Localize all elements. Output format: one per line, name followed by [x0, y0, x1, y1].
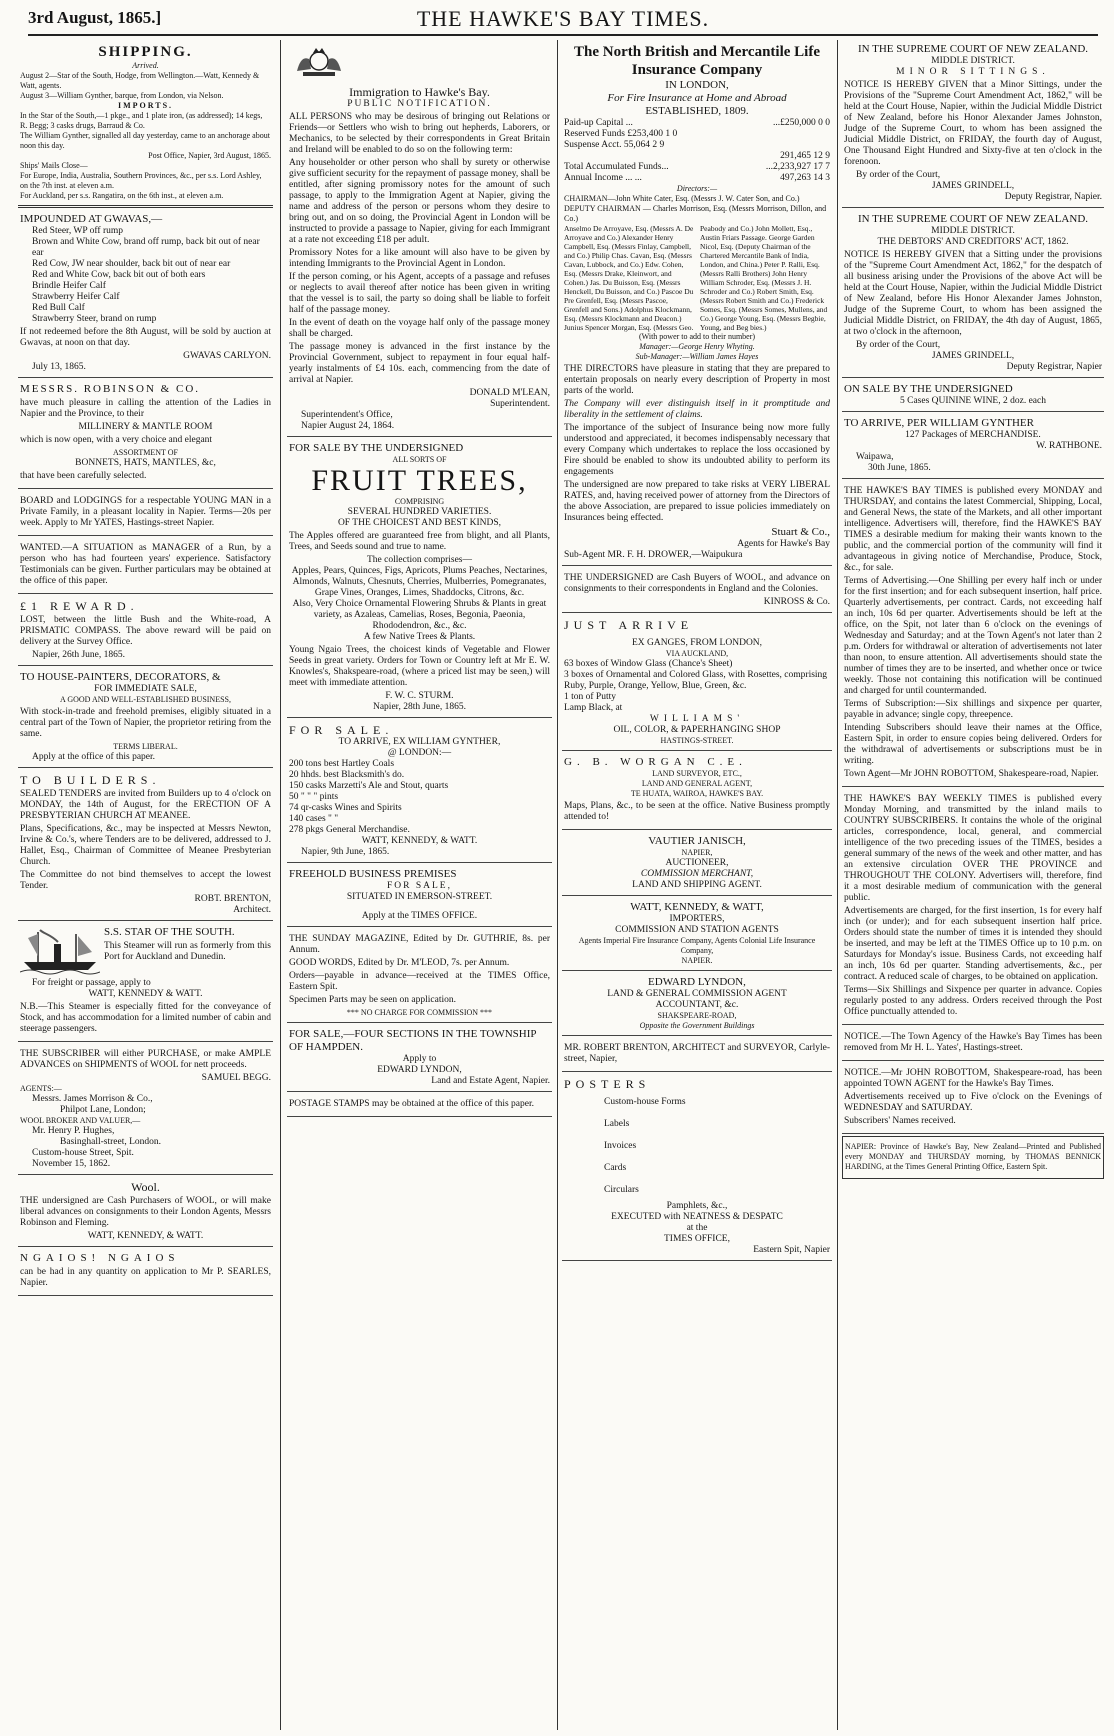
- finance-row: [564, 140, 830, 151]
- arrived-item: 63 boxes of Window Glass (Chance's Sheet): [564, 659, 733, 669]
- robinson-ad: [18, 380, 273, 489]
- posters-executed: EXECUTED with NEATNESS & DESPATC: [611, 1212, 783, 1222]
- williams-name: WILLIAMS': [649, 714, 745, 724]
- notice-ad-2: [842, 1063, 1104, 1134]
- imports-heading: IMPORTS.: [117, 101, 174, 110]
- manager-line: Manager:—George Henry Whyting.: [639, 342, 755, 351]
- notice-text: Advertisements received up to Five o'clock on the Evenings of WEDNESDAY and SATURDAY.: [844, 1092, 1102, 1113]
- printer-imprint: [842, 1136, 1104, 1179]
- robinson-millinery: MILLINERY & MANTLE ROOM: [78, 422, 213, 432]
- posters-item: Custom-house Forms: [604, 1097, 686, 1107]
- immigration-text: In the event of death on the voyage half only of the passage money shall be charged.: [289, 318, 550, 339]
- for-sale-ad: [287, 720, 552, 863]
- gynther-text: 127 Packages of MERCHANDISE.: [905, 430, 1041, 440]
- vautier-land: LAND AND SHIPPING AGENT.: [632, 880, 762, 890]
- painters-sub2: A GOOD AND WELL-ESTABLISHED BUSINESS,: [60, 695, 231, 704]
- times-text: THE HAWKE'S BAY TIMES is published every MONDAY and THURSDAY, and contains the latest Commercial, Shipping, Local, and General News, the state of the Markets, and all other important intelligence. Advertisers will, therefore, find the HAWKE'S BAY TIMES a desirable medium for making their wants known to the public, and the commercial portion of the community will find it advantageous in giving notice of Merchandise, Produce, Stock, &c., for sale.: [844, 486, 1102, 573]
- column-rule: [837, 40, 838, 1730]
- good-words-text: GOOD WORDS, Edited by Dr. M'LEOD, 7s. per Annum.: [289, 958, 510, 968]
- for-sale-heading: FOR SALE.: [289, 723, 394, 737]
- arrived-item: Lamp Black, at: [564, 703, 623, 713]
- agent-line: November 15, 1862.: [32, 1159, 111, 1169]
- column-4: [842, 40, 1104, 1730]
- watt-importers: IMPORTERS,: [669, 914, 725, 924]
- times-text: Terms of Subscription:—Six shillings and sixpence per quarter, payable in advance; single copy, threepence.: [844, 699, 1102, 720]
- fruit-trees-ad: [287, 439, 552, 718]
- immigration-ad: [287, 40, 552, 437]
- fruit-trees-text: The collection comprises—: [367, 555, 472, 565]
- agent-line: Messrs. James Morrison & Co.,: [32, 1094, 153, 1104]
- worgan-heading: G. B. WORGAN C.E.: [564, 756, 747, 768]
- court-signature-title: Deputy Registrar, Napier.: [1004, 192, 1102, 202]
- agent-line: Custom-house Street, Spit.: [32, 1148, 134, 1158]
- insurance-text: The importance of the subject of Insurance being now more fully understood and appreciated, it becomes indispensably necessary that every Company which undertakes to replace the loss occasioned by Fire should be enabled to show its undoubted ability to perform its engagements: [564, 423, 830, 477]
- finance-label: Reserved Funds £253,400 1 0: [564, 129, 678, 139]
- insurance-text: The undersigned are now prepared to take risks at VERY LIBERAL RATES, and, having received power of attorney from the Directors of the above Association, are prepared to issue policies immediately on Insurances being effected.: [564, 480, 830, 523]
- insurance-for: For Fire Insurance at Home and Abroad: [607, 92, 787, 104]
- cash-buyers-ad: [562, 568, 832, 613]
- posters-office: TIMES OFFICE,: [664, 1234, 730, 1244]
- for-sale-item: 200 tons best Hartley Coals: [289, 759, 395, 769]
- court-text: NOTICE IS HEREBY GIVEN that a Sitting under the provisions of the "Supreme Court Amendment Act, 1862," for the despatch of all business arising under the Provisions of the above Act will be held at the Court House, Napier, within the Judicial Middle District of New Zealand, before His Honor Alexander James Johnston, Judge of the Supreme Court, to whom has been assigned the Judicial Middle District, on FRIDAY, the 4th day of August, 1865, at two o'clock in the afternoon,: [844, 250, 1102, 337]
- board-text: BOARD and LODGINGS for a respectable YOUNG MAN in a Private Family, in a pleasant locality in Napier. Terms—20s per week. Apply to Mr YATES, Hastings-street Napier.: [20, 496, 271, 528]
- impounded-item: Brindle Heifer Calf: [32, 281, 106, 291]
- notice-text: NOTICE.—The Town Agency of the Hawke's Bay Times has been removed from Mr H. L. Yates', Hastings-street.: [844, 1032, 1102, 1053]
- fruit-trees-date: Napier, 28th June, 1865.: [372, 702, 467, 712]
- issue-date: 3rd August, 1865.]: [28, 8, 162, 27]
- arrived-heading: Arrived.: [132, 61, 159, 70]
- posters-item: Pamphlets, &c.,: [666, 1201, 728, 1211]
- lyndon-ad: [562, 973, 832, 1036]
- posters-item: Labels: [604, 1119, 630, 1129]
- posters-item: Cards: [604, 1163, 627, 1173]
- steamer-freight: For freight or passage, apply to: [32, 978, 151, 988]
- impounded-date: July 13, 1865.: [32, 362, 86, 372]
- immigration-text: Promissory Notes for a like amount will also have to be given by intending Immigrants to the Provincial Agent in London.: [289, 248, 550, 269]
- posters-item: Circulars: [604, 1185, 639, 1195]
- finance-label: Suspense Acct. 55,064 2 9: [564, 140, 665, 150]
- weekly-text: THE HAWKE'S BAY WEEKLY TIMES is published every Monday Morning, and transmitted by the inland mails to COUNTRY SUBSCRIBERS. It contains the whole of the original articles, correspondence, local, general, and commercial intelligence of the two preceding issues of the TIMES, besides a general summary of the news of the week and other matter, and has an extensive circulation OVER THE PROVINCE and THROUGHOUT THE COLONY. Advertisers will, therefore, find it a most desirable medium of communication with the general public.: [844, 794, 1102, 903]
- no-commission-line: *** NO CHARGE FOR COMMISSION ***: [346, 1008, 493, 1017]
- robinson-text: have much pleasure in calling the attention of the Ladies in Napier and the Province, to their: [20, 398, 271, 419]
- mails-heading: Ships' Mails Close—: [20, 161, 88, 170]
- painters-apply: Apply at the office of this paper.: [32, 752, 156, 762]
- builders-text: Plans, Specifications, &c., may be inspected at Messrs Newton, Irvine & Co.'s, where Tenders are to be delivered, addressed to J. Hallet, Esq., Chairman of Committee of Meanee Presbyterian Church.: [20, 824, 271, 867]
- agents-heading: AGENTS:—: [20, 1084, 62, 1093]
- robinson-text: that have been carefully selected.: [20, 471, 147, 481]
- wool-heading: Wool.: [131, 1180, 160, 1194]
- postage-text: POSTAGE STAMPS may be obtained at the office of this paper.: [289, 1099, 535, 1109]
- court-heading: IN THE SUPREME COURT OF NEW ZEALAND.: [857, 43, 1089, 55]
- gynther-date: 30th June, 1865.: [868, 463, 931, 473]
- court-district: MIDDLE DISTRICT.: [931, 56, 1015, 66]
- watt-commission: COMMISSION AND STATION AGENTS: [615, 925, 779, 935]
- notice-text: NOTICE.—Mr JOHN ROBOTTOM, Shakespeare-road, has been appointed TOWN AGENT for the Hawke's Bay Times.: [844, 1068, 1102, 1089]
- for-sale-signature: WATT, KENNEDY, & WATT.: [361, 836, 478, 846]
- for-sale-date: Napier, 9th June, 1865.: [301, 847, 390, 857]
- hampden-ad: [287, 1025, 552, 1092]
- posters-location: Eastern Spit, Napier: [753, 1245, 830, 1255]
- freehold-heading: FREEHOLD BUSINESS PREMISES: [289, 868, 457, 880]
- steamer-ad: [18, 923, 273, 1042]
- sub-manager-line: Sub-Manager:—William James Hayes: [635, 352, 759, 361]
- shipping-heading: SHIPPING.: [98, 44, 193, 60]
- weekly-times-ad: [842, 789, 1104, 1025]
- builders-ad: [18, 770, 273, 921]
- quinine-text: 5 Cases QUININE WINE, 2 doz. each: [900, 396, 1046, 406]
- for-sale-item: 50 " " " pints: [289, 792, 339, 802]
- postage-ad: [287, 1094, 552, 1117]
- court-sittings: MINOR SITTINGS.: [896, 67, 1050, 77]
- fruit-trees-varieties: SEVERAL HUNDRED VARIETIES.: [347, 507, 492, 517]
- builders-text: SEALED TENDERS are invited from Builders up to 4 o'clock on MONDAY, the 14th of August, for the ERECTION OF A PRESBYTERIAN CHURCH AT MEANEE.: [20, 789, 271, 821]
- gynther-ad: [842, 414, 1104, 479]
- immigration-text: If the person coming, or his Agent, accepts of a passage and refuses or neglects to avail thereof after notice has been given in writing that the vessel is to sail, the party so doing shall be liable to forfeit half of the passage money.: [289, 272, 550, 315]
- insurance-sub-agent: Sub-Agent MR. F. H. DROWER,—Waipukura: [564, 550, 743, 560]
- reward-heading: £1 REWARD.: [20, 599, 139, 613]
- arrived-item: 1 ton of Putty: [564, 692, 616, 702]
- subscriber-ad: [18, 1044, 273, 1175]
- court-district: MIDDLE DISTRICT.: [931, 226, 1015, 236]
- immigration-text: The passage money is advanced in the first instance by the Provincial Government, subject to repayment in four equal half-yearly instalments of £4 10s. each, commencing from the date of arrival at Napier.: [289, 342, 550, 385]
- directors-power: (With power to add to their number): [638, 332, 756, 341]
- worgan-text: Maps, Plans, &c., to be seen at the office. Native Business promptly attended to!: [564, 801, 830, 822]
- column-rule: [280, 40, 281, 1730]
- reward-text: LOST, between the little Bush and the White-road, A PRISMATIC COMPASS. The above reward will be paid on delivery at the Survey Office.: [20, 615, 271, 647]
- wool-text: THE undersigned are Cash Purchasers of WOOL, or will make liberal advances on consignments to their London Agents, Messrs Robinson and Fleming.: [20, 1196, 271, 1228]
- gynther-signature: W. RATHBONE.: [1036, 441, 1102, 451]
- notice-ad-1: [842, 1027, 1104, 1061]
- impounded-ad: [18, 210, 273, 378]
- worgan-line: LAND AND GENERAL AGENT,: [641, 779, 753, 788]
- just-arrived-via: VIA AUCKLAND,: [665, 649, 729, 658]
- reward-ad: [18, 596, 273, 666]
- freehold-sub: FOR SALE,: [387, 881, 452, 891]
- court-signature-title: Deputy Registrar, Napier: [1006, 362, 1102, 372]
- finance-row: [564, 151, 830, 162]
- column-3: [562, 40, 832, 1730]
- times-text: Terms of Advertising.—One Shilling per every half inch or under for the first insertion; and for each subsequent insertion, half price. Quarterly advertisements, per contract. Cards, not exceeding half an inch, 10s 6d per quarter. Advertisements should be left at the office, on the Spit, not later than 6 o'clock on the evenings of Wednesday and Saturday; and at the Town Agent's not later than 2 p.m. Orders for withdrawal or alteration of advertisements not later than noon, to ensure attention. All advertisements should state the number of times they are to be inserted, and whether once or twice weekly. Those not containing this notification will be continued and charged for until countermanded.: [844, 576, 1102, 696]
- ngaios-ad: [18, 1249, 273, 1296]
- fruit-trees-signature: F. W. C. STURM.: [385, 691, 454, 701]
- column-rule: [557, 40, 558, 1730]
- lyndon-accountant: ACCOUNTANT, &c.: [655, 1000, 739, 1010]
- wool-signature: WATT, KENNEDY, & WATT.: [87, 1231, 204, 1241]
- column-1: [18, 40, 273, 1730]
- times-text: Intending Subscribers should leave their names at the Office, Eastern Spit, in order to ensure copies being delivered. Orders for the withdrawal of advertisements or subscriptions must be in writing.: [844, 723, 1102, 766]
- posters-item: Invoices: [604, 1141, 637, 1151]
- insurance-signature-title: Agents for Hawke's Bay: [737, 539, 830, 549]
- builders-signature-title: Architect.: [233, 905, 271, 915]
- imprint-text: NAPIER: Province of Hawke's Bay, New Zealand—Printed and Published every MONDAY and THURSDAY morning, by THOMAS BENNICK HARDING, at the Times General Printing Office, Eastern Spit.: [845, 1142, 1101, 1171]
- court-heading: IN THE SUPREME COURT OF NEW ZEALAND.: [857, 213, 1089, 225]
- gynther-place: Waipawa,: [856, 452, 894, 462]
- painters-terms: TERMS LIBERAL.: [113, 742, 178, 751]
- court-order: By order of the Court,: [856, 340, 941, 350]
- immigration-sub: PUBLIC NOTIFICATION.: [347, 99, 492, 109]
- vautier-commission: COMMISSION MERCHANT,: [640, 869, 754, 879]
- finance-row: [564, 162, 830, 173]
- fruit-trees-sub: ALL SORTS OF: [392, 455, 447, 464]
- just-arrived-sub: EX GANGES, FROM LONDON,: [631, 638, 763, 648]
- immigration-text: ALL PERSONS who may be desirous of bringing out Relations or Friends—or Settlers who wish to bring out hepherds, Laborers, or Mechanics, to be selected by their correspondents in Great Britain and Ireland will be enabled to do so on the following term:: [289, 112, 550, 155]
- import-entry: The William Gynther, signalled all day yesterday, came to an anchorage about noon this day.: [20, 131, 270, 150]
- lyndon-sub: LAND & GENERAL COMMISSION AGENT: [607, 989, 787, 999]
- cash-buyers-text: THE UNDERSIGNED are Cash Buyers of WOOL, and advance on consignments to their correspondents in England and the Colonies.: [564, 573, 830, 594]
- weekly-text: Advertisements are charged, for the first insertion, 1s for every half inch (or under); and for each subsequent insertion half price. Orders should state the number of times it is intended they should be inserted, and may be left at the TIMES Office up to 10 p.m. on Saturdays for Monday's issue. Business Cards, not exceeding half an inch, 10s 6d per quarter. Standing advertisements, &c., per contract. A reduced scale of charges, to be obtained on application.: [844, 906, 1102, 982]
- immigration-text: Any householder or other person who shall by surety or otherwise give sufficient security for the repayment of passage money, shall be entitled, after signing promissory notes for the amount of such passage, to apply to the Immigration Agent at Napier, giving the name and address of the person or persons whom they desire to bring out, and on so doing, the Provincial Agent in London will be instructed to provide a passage to Napier, giving for each Immigrant at a rate not exceeding £18 per adult.: [289, 158, 550, 245]
- for-sale-item: 150 casks Marzetti's Ale and Stout, quarts: [289, 781, 449, 791]
- court-signature: JAMES GRINDELL,: [931, 351, 1015, 361]
- impounded-item: Strawberry Heifer Calf: [32, 292, 120, 302]
- mail-entry: For Europe, India, Australia, Southern Provinces, &c., per s.s. Lord Ashley, on the 7th inst. at eleven a.m.: [20, 171, 262, 190]
- agent-line: WOOL BROKER AND VALUER,—: [20, 1116, 141, 1125]
- chairman-line: CHAIRMAN—John White Cater, Esq. (Messrs J. W. Cater Son, and Co.): [564, 194, 800, 203]
- finance-row: [564, 129, 830, 140]
- times-terms-ad: [842, 481, 1104, 787]
- immigration-signature-title: Superintendent.: [490, 399, 550, 409]
- fruit-trees-list: A few Native Trees & Plants.: [363, 632, 476, 642]
- deputy-chairman-line: DEPUTY CHAIRMAN — Charles Morrison, Esq. (Messrs Morrison, Dillon, and Co.): [564, 204, 827, 223]
- brenton-text: MR. ROBERT BRENTON, ARCHITECT and SURVEYOR, Carlyle-street, Napier,: [564, 1043, 830, 1064]
- subscriber-signature: SAMUEL BEGG.: [201, 1073, 271, 1083]
- vautier-ad: [562, 832, 832, 896]
- sunday-magazine-text: THE SUNDAY MAGAZINE, Edited by Dr. GUTHRIE, 8s. per Annum.: [289, 934, 550, 955]
- impounded-signature: GWAVAS CARLYON.: [183, 351, 271, 361]
- robinson-bonnets: BONNETS, HATS, MANTLES, &c,: [75, 458, 216, 468]
- for-sale-item: 20 hhds. best Blacksmith's do.: [289, 770, 405, 780]
- freehold-apply: Apply at the TIMES OFFICE.: [361, 911, 478, 921]
- finance-label: Paid-up Capital ...: [564, 118, 633, 128]
- agent-line: Philpot Lane, London;: [60, 1105, 146, 1115]
- freehold-location: SITUATED IN EMERSON-STREET.: [346, 892, 493, 902]
- freehold-ad: [287, 865, 552, 927]
- hampden-apply: Apply to: [402, 1054, 437, 1064]
- masthead: [28, 4, 1098, 36]
- impounded-item: Brown and White Cow, brand off rump, back bit out of near ear: [32, 237, 260, 258]
- hampden-signature-title: Land and Estate Agent, Napier.: [431, 1076, 550, 1086]
- builders-text: The Committee do not bind themselves to accept the lowest Tender.: [20, 870, 271, 891]
- for-sale-item: 74 qr-casks Wines and Spirits: [289, 803, 402, 813]
- robinson-assortment: ASSORTMENT OF: [113, 448, 178, 457]
- immigration-signature: DONALD M'LEAN,: [469, 388, 550, 398]
- court-notice-1: [842, 40, 1104, 208]
- ngaios-heading: NGAIOS! NGAIOS: [20, 1252, 180, 1264]
- royal-arms-icon: [289, 45, 349, 79]
- directors-list: Anselmo De Arroyave, Esq. (Messrs A. De Arroyave and Co.) Alexander Henry Campbell, Esq. (Messrs Finlay, Campbell, and Co.) Philip Chas. Cavan, Esq. (Messrs Cavan, Lubbock, and Co.) Edw. Cohen, Esq. (Messrs Drake, Kleinwort, and Cohen.) Jas. Du Buisson, Esq. (Messrs Henckell, Du Buisson, and Co.) Pascoe Du Pre Grenfell, Esq. (Messrs Pascoe, Grenfell and Sons.) Adolphus Klockmann, Esq. (Messrs Klockmann and Deacon.) Junius Spencer Morgan, Esq. (Messrs Geo. Peabody and Co.) John Mollett, Esq., Austin Friars Passage. George Garden Nicol, Esq. (Deputy Chairman of the Chartered Mercantile Bank of India, London, and China.) Peter P. Ralli, Esq. (Messrs Ralli Brothers) John Henry William Schroder, Esq. (Messrs J. H. Schroder and Co.) Robert Smith, Esq. (Messrs Robert Smith and Co.) Frederick Somes, Esq. (Messrs Somes, Mullens, and Co.) George Young, Esq. (Messrs Begbie, Young, and Beg bies.): [564, 224, 828, 332]
- wool-ad: [18, 1177, 273, 1247]
- impounded-heading: IMPOUNDED AT GWAVAS,—: [20, 213, 163, 225]
- vautier-town: NAPIER,: [681, 848, 713, 857]
- lyndon-heading: EDWARD LYNDON,: [648, 976, 746, 988]
- agent-line: Mr. Henry P. Hughes,: [32, 1126, 115, 1136]
- mail-entry: For Auckland, per s.s. Rangatira, on the 6th inst., at eleven a.m.: [20, 191, 224, 200]
- quinine-ad: [842, 380, 1104, 412]
- posters-ad: [562, 1074, 832, 1261]
- finance-row: [564, 118, 830, 129]
- arrival-entry: August 2—Star of the South, Hodge, from Wellington.—Watt, Kennedy & Watt, agents.: [20, 71, 260, 90]
- immigration-date: Napier August 24, 1864.: [301, 421, 395, 431]
- finance-value: ...2,233,927 17 7: [765, 162, 830, 172]
- court-order: By order of the Court,: [856, 170, 941, 180]
- vautier-auctioneer: AUCTIONEER,: [665, 858, 729, 868]
- impounded-item: Strawberry Steer, brand on rump: [32, 314, 157, 324]
- finance-row: [564, 173, 830, 184]
- finance-value: ...£250,000 0 0: [773, 118, 830, 128]
- insurance-ad: [562, 40, 832, 566]
- weekly-text: Terms—Six Shillings and Sixpence per quarter in advance. Copies regularly posted to any address. Orders received through the Post Office punctually attended to.: [844, 985, 1102, 1017]
- impounded-item: Red and White Cow, back bit out of both ears: [32, 270, 206, 280]
- builders-heading: TO BUILDERS.: [20, 773, 161, 787]
- ngaios-text: can be had in any quantity on application to Mr P. SEARLES, Napier.: [20, 1267, 271, 1288]
- post-office-line: Post Office, Napier, 3rd August, 1865.: [148, 151, 271, 160]
- builders-signature: ROBT. BRENTON,: [194, 894, 271, 904]
- painters-sub: FOR IMMEDIATE SALE,: [94, 684, 197, 694]
- court-act: THE DEBTORS' AND CREDITORS' ACT, 1862.: [877, 237, 1069, 247]
- immigration-office: Superintendent's Office,: [301, 410, 393, 420]
- court-text: NOTICE IS HEREBY GIVEN that a Minor Sittings, under the Provisions of the "Supreme Court Amendment Act, 1862," will be held at the Court House, Napier, within the Judicial Middle District of New Zealand, before his Honor Alexander James Johnston, Judge of the Supreme Court, to whom has been assigned the Judicial Middle District, on FRIDAY, the fourth day of August, One Thousand Eight Hundred and Sixty-five at ten o'clock in the forenoon.: [844, 80, 1102, 167]
- newspaper-title: THE HAWKE'S BAY TIMES.: [416, 6, 710, 31]
- wanted-text: WANTED.—A SITUATION as MANAGER of a Run, by a person who has had fourteen years' experience. Satisfactory Testimonials can be given. Further particulars may be obtained at the office of this paper.: [20, 543, 271, 586]
- insurance-heading: The North British and Mercantile Life Insurance Company: [574, 44, 820, 78]
- directors-heading: Directors:—: [676, 184, 718, 193]
- cash-buyers-signature: KINROSS & Co.: [763, 597, 830, 607]
- insurance-text: THE DIRECTORS have pleasure in stating that they are prepared to entertain proposals on nearly every description of Property in most parts of the world.: [564, 364, 830, 396]
- watt-ad: [562, 898, 832, 971]
- impounded-item: Red Steer, WP off rump: [32, 226, 124, 236]
- williams-street: HASTINGS-STREET.: [660, 736, 734, 745]
- finance-value: 497,263 14 3: [780, 173, 830, 183]
- for-sale-item: 140 cases " ": [289, 814, 339, 824]
- for-sale-sub: TO ARRIVE, EX WILLIAM GYNTHER,: [338, 737, 501, 747]
- times-text: Town Agent—Mr JOHN ROBOTTOM, Shakespeare-road, Napier.: [844, 769, 1099, 779]
- insurance-text: The Company will ever distinguish itself in it promptitude and liberality in the settlement of claims.: [564, 399, 830, 420]
- fruit-trees-comprising: COMPRISING: [394, 497, 445, 506]
- insurance-established: ESTABLISHED, 1809.: [645, 105, 749, 117]
- gynther-heading: TO ARRIVE, PER WILLIAM GYNTHER: [844, 417, 1034, 429]
- import-entry: In the Star of the South,—1 pkge., and 1 plate iron, (as addressed); 14 kegs, R. Begg; 3 casks drugs, Barraud & Co.: [20, 111, 263, 130]
- watt-agents: Agents Imperial Fire Insurance Company, Agents Colonial Life Insurance Company,: [578, 936, 816, 955]
- arrived-item: 3 boxes of Ornamental and Colored Glass, with Rosettes, comprising Ruby, Purple, Orange, Yellow, Blue, Green, &c.: [564, 670, 828, 691]
- for-sale-london: @ LONDON:—: [387, 748, 452, 758]
- fruit-trees-heading: FOR SALE BY THE UNDERSIGNED: [289, 442, 464, 454]
- fruit-trees-text: Young Ngaio Trees, the choicest kinds of Vegetable and Flower Seeds in great variety. Orders for Town or Country left at Mr E. W. Knowles's, Shakspeare-road, (where a priced list may be seen,) will meet with immediate attention.: [289, 645, 550, 688]
- fruit-trees-text: The Apples offered are guaranteed free from blight, and all Plants, Trees, and Seeds sound and true to name.: [289, 531, 550, 552]
- worgan-line: LAND SURVEYOR, ETC.,: [652, 769, 742, 778]
- court-signature: JAMES GRINDELL,: [931, 181, 1015, 191]
- vautier-heading: VAUTIER JANISCH,: [648, 835, 746, 847]
- insurance-sub: IN LONDON,: [665, 79, 729, 91]
- brenton-ad: [562, 1038, 832, 1072]
- finance-label: Annual Income ... ...: [564, 173, 642, 183]
- agent-line: Basinghall-street, London.: [60, 1137, 162, 1147]
- worgan-line: TE HUATA, WAIROA, HAWKE'S BAY.: [630, 789, 764, 798]
- for-sale-item: 278 pkgs General Merchandise.: [289, 825, 410, 835]
- watt-town: NAPIER.: [681, 956, 713, 965]
- painters-heading: TO HOUSE-PAINTERS, DECORATORS, &: [20, 671, 221, 683]
- robinson-text: which is now open, with a very choice and elegant: [20, 435, 213, 445]
- magazine-specimen: Specimen Parts may be seen on application.: [289, 995, 456, 1005]
- impounded-item: Red Bull Calf: [32, 303, 85, 313]
- painters-text: With stock-in-trade and freehold premises, eligibly situated in a central part of the Town of Napier, the proprietor retiring from the same.: [20, 707, 271, 739]
- shipping-section: [18, 40, 273, 208]
- immigration-heading: Immigration to Hawke's Bay.: [349, 85, 490, 99]
- robinson-heading: MESSRS. ROBINSON & CO.: [20, 383, 201, 395]
- fruit-trees-list: Apples, Pears, Quinces, Figs, Apricots, Plums Peaches, Nectarines, Almonds, Walnuts, Chesnuts, Cherries, Mulberries, Pomegranates, Grape Vines, Oranges, Limes, Shaddocks, Citrons, &c.: [291, 566, 548, 598]
- finance-value: 291,465 12 9: [780, 151, 830, 161]
- williams-shop: OIL, COLOR, & PAPERHANGING SHOP: [613, 725, 781, 735]
- just-arrived-heading: JUST ARRIVE: [564, 618, 694, 632]
- fruit-trees-title: FRUIT TREES,: [311, 464, 528, 497]
- reward-date: Napier, 26th June, 1865.: [32, 650, 126, 660]
- steamship-icon: [20, 926, 100, 976]
- magazine-ad: [287, 929, 552, 1023]
- fruit-trees-list: Also, Very Choice Ornamental Flowering Shrubs & Plants in great variety, as Azaleas, Camelias, Roses, Begonia, Paeonia, Rhododendron, &c., &c.: [292, 599, 547, 631]
- steamer-text: This Steamer will run as formerly from this Port for Auckland and Dunedin.: [104, 941, 271, 962]
- notice-text: Subscribers' Names received.: [844, 1116, 956, 1126]
- steamer-agents: WATT, KENNEDY & WATT.: [88, 989, 203, 999]
- watt-heading: WATT, KENNEDY, & WATT,: [630, 901, 764, 913]
- posters-at: at the: [686, 1223, 708, 1233]
- finance-label: Total Accumulated Funds...: [564, 162, 669, 172]
- fruit-trees-kinds: OF THE CHOICEST AND BEST KINDS,: [337, 518, 502, 528]
- worgan-ad: [562, 753, 832, 830]
- painters-ad: [18, 668, 273, 768]
- steamer-note: N.B.—This Steamer is especially fitted for the conveyance of Stock, and has accommodation for a limited number of cabin and steerage passengers.: [20, 1002, 271, 1034]
- hampden-signature: EDWARD LYNDON,: [377, 1065, 462, 1075]
- just-arrived-ad: [562, 615, 832, 751]
- impounded-note: If not redeemed before the 8th August, will be sold by auction at Gwavas, at noon on that day.: [20, 327, 271, 348]
- insurance-signature: Stuart & Co.,: [771, 526, 830, 538]
- hampden-heading: FOR SALE,—FOUR SECTIONS IN THE TOWNSHIP OF HAMPDEN.: [289, 1028, 537, 1053]
- impounded-item: Red Cow, JW near shoulder, back bit out of near ear: [32, 259, 231, 269]
- column-2: [287, 40, 552, 1730]
- magazine-orders: Orders—payable in advance—received at the TIMES Office, Eastern Spit.: [289, 971, 550, 992]
- lyndon-opposite: Opposite the Government Buildings: [639, 1021, 755, 1030]
- subscriber-text: THE SUBSCRIBER will either PURCHASE, or make AMPLE ADVANCES on SHIPMENTS of WOOL for nett proceeds.: [20, 1049, 271, 1070]
- posters-heading: POSTERS: [564, 1077, 651, 1091]
- quinine-heading: ON SALE BY THE UNDERSIGNED: [844, 383, 1013, 395]
- court-notice-2: [842, 210, 1104, 378]
- wanted-ad: [18, 538, 273, 594]
- arrival-entry: August 3—William Gynther, barque, from London, via Nelson.: [20, 91, 224, 100]
- steamer-heading: S.S. STAR OF THE SOUTH.: [104, 926, 235, 938]
- board-ad: [18, 491, 273, 536]
- lyndon-road: SHAKSPEARE-ROAD,: [657, 1011, 737, 1020]
